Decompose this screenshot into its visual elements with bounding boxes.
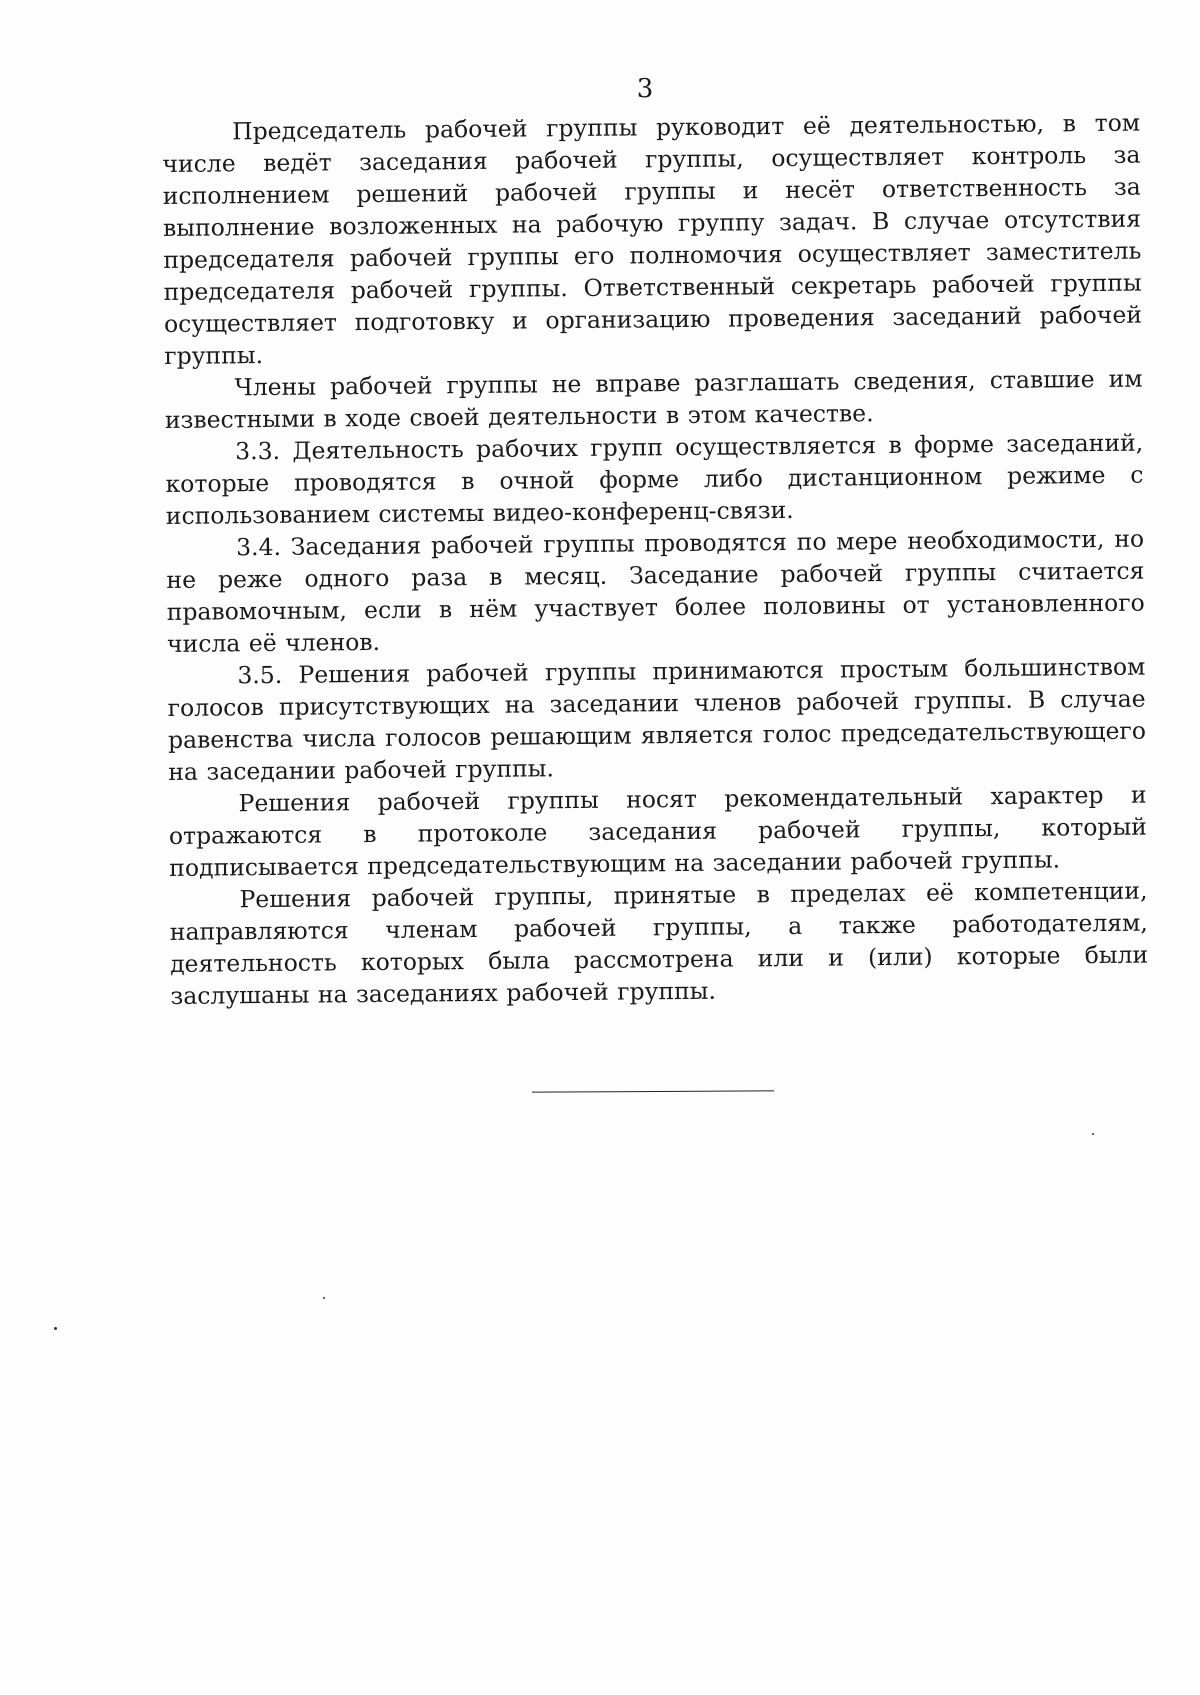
paragraph-chairman-duties: Председатель рабочей группы руководит её деятельностью, в том числе ведёт заседания рабочей группы, осуществляет контроль за исполнением решений рабочей группы и несёт ответственность за выполнение возложенных на рабочую группу задач. В случае отсутствия председателя рабочей группы его полномочия осуществляет заместитель председателя рабочей группы. Ответственный секретарь рабочей группы осуществляет подготовку и организацию проведения заседаний рабочей группы. xyxy=(162,108,1143,370)
scan-speck xyxy=(323,1297,325,1299)
paragraph-members-confidentiality: Члены рабочей группы не вправе разглашать сведения, ставшие им известными в ходе своей деятельности в этом качестве. xyxy=(164,364,1143,434)
end-of-document-rule xyxy=(532,1090,774,1092)
page-number: 3 xyxy=(636,74,654,104)
paragraph-3-3: 3.3. Деятельность рабочих групп осуществляется в форме заседаний, которые проводятся в очной форме либо дистанционном режиме с использованием системы видео-конференц-связи. xyxy=(165,428,1144,530)
scan-speck xyxy=(54,1327,57,1330)
paragraph-3-4: 3.4. Заседания рабочей группы проводятся по мере необходимости, но не реже одного раза в месяц. Заседание рабочей группы считается правомочным, если в нём участвует более половины от установленного числа её членов. xyxy=(166,524,1145,658)
paragraph-decisions-distribution: Решения рабочей группы, принятые в пределах её компетенции, направляются членам рабочей группы, а также работодателям, деятельность которых была рассмотрена или и (или) которые были заслушаны на заседаниях рабочей группы. xyxy=(169,876,1149,1010)
paragraph-decisions-advisory: Решения рабочей группы носят рекомендательный характер и отражаются в протоколе заседания рабочей группы, который подписывается председательствующим на заседании рабочей группы. xyxy=(168,780,1148,882)
paragraph-3-5: 3.5. Решения рабочей группы принимаются простым большинством голосов присутствующих на заседании членов рабочей группы. В случае равенства числа голосов решающим является голос председательствующего на заседании рабочей группы. xyxy=(167,652,1147,786)
document-body xyxy=(162,107,1149,1012)
scan-speck xyxy=(1092,1133,1094,1135)
